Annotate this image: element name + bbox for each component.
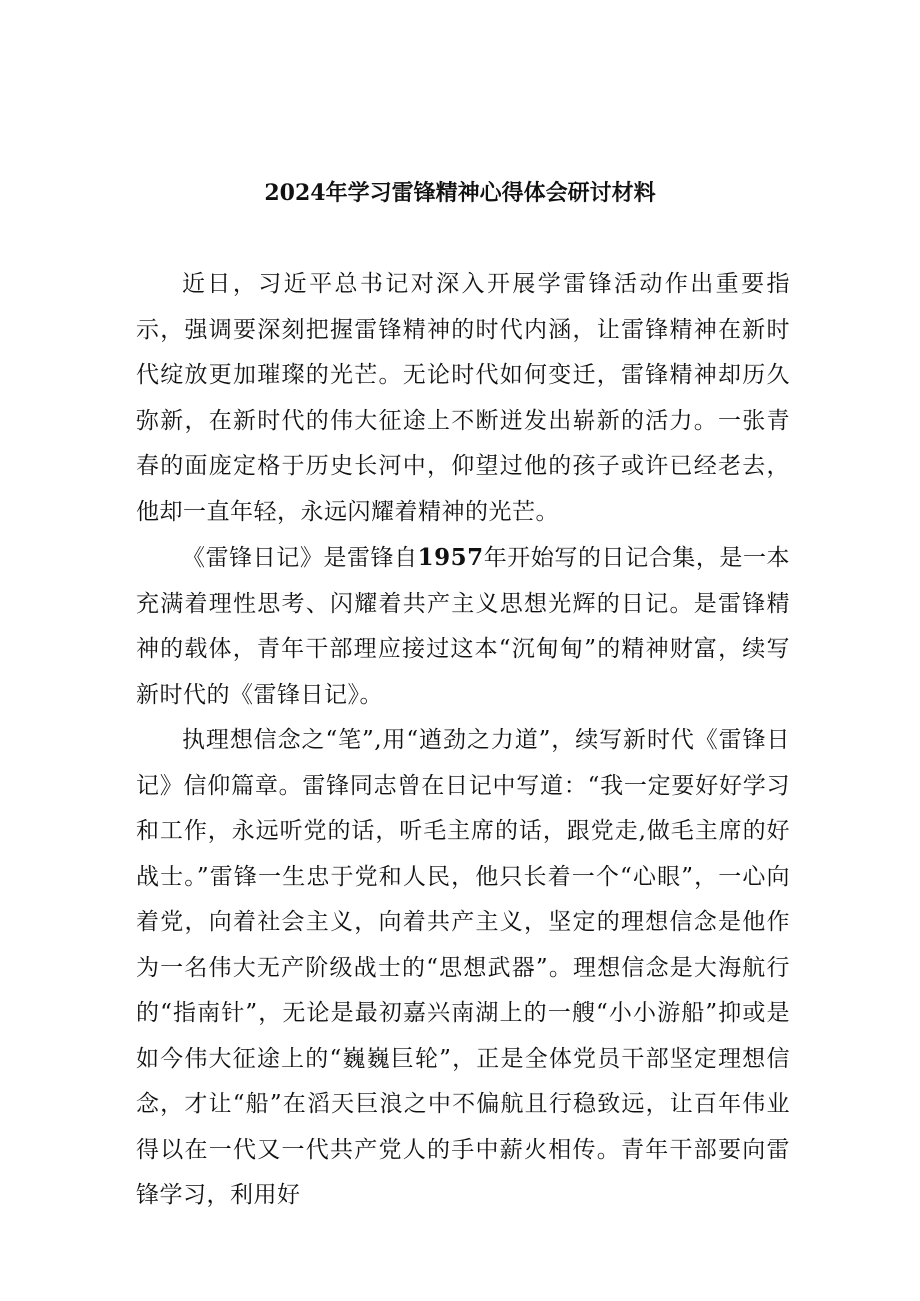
- text-run: 《雷锋日记》是雷锋自: [182, 545, 418, 571]
- paragraph: [136, 262, 790, 535]
- paragraph: [136, 718, 790, 1219]
- text-run: 近日，习近平总书记对深入开展学雷锋活动作出重要指示，强调要深刻把握雷锋精神的时代内涵，让雷锋精神在新时代绽放更加璀璨的光芒。无论时代如何变迁，雷锋精神却历久弥新，在新时代的伟大征途上不断迸发出崭新的活力。一张青春的面庞定格于历史长河中，仰望过他的孩子或许已经老去，他却一直年轻，永远闪耀着精神的光芒。: [136, 271, 790, 525]
- paragraph: [136, 535, 790, 718]
- bold-text-run: 1957: [417, 544, 484, 571]
- text-run: 年开始写的日记合集，是一本充满着理性思考、闪耀着共产主义思想光辉的日记。是雷锋精神的载体，青年干部理应接过这本“沉甸甸”的精神财富，续写新时代的《雷锋日记》。: [136, 545, 791, 708]
- document-title: 2024年学习雷锋精神心得体会研讨材料: [264, 180, 656, 206]
- document-body: [136, 262, 790, 1219]
- text-run: 执理想信念之“笔”,用“遒劲之力道”，续写新时代《雷锋日记》信仰篇章。雷锋同志曾在日记中写道：“我一定要好好学习和工作，永远听党的话，听毛主席的话，跟党走,做毛主席的好战士。”雷锋一生忠于党和人民，他只长着一个“心眼”，一心向着党，向着社会主义，向着共产主义，坚定的理想信念是他作为一名伟大无产阶级战士的“思想武器”。理想信念是大海航行的“指南针”，无论是最初嘉兴南湖上的一艘“小小游船”抑或是如今伟大征途上的“巍巍巨轮”，正是全体党员干部坚定理想信念，才让“船”在滔天巨浪之中不偏航且行稳致远，让百年伟业得以在一代又一代共产党人的手中薪火相传。青年干部要向雷锋学习，利用好: [136, 727, 790, 1208]
